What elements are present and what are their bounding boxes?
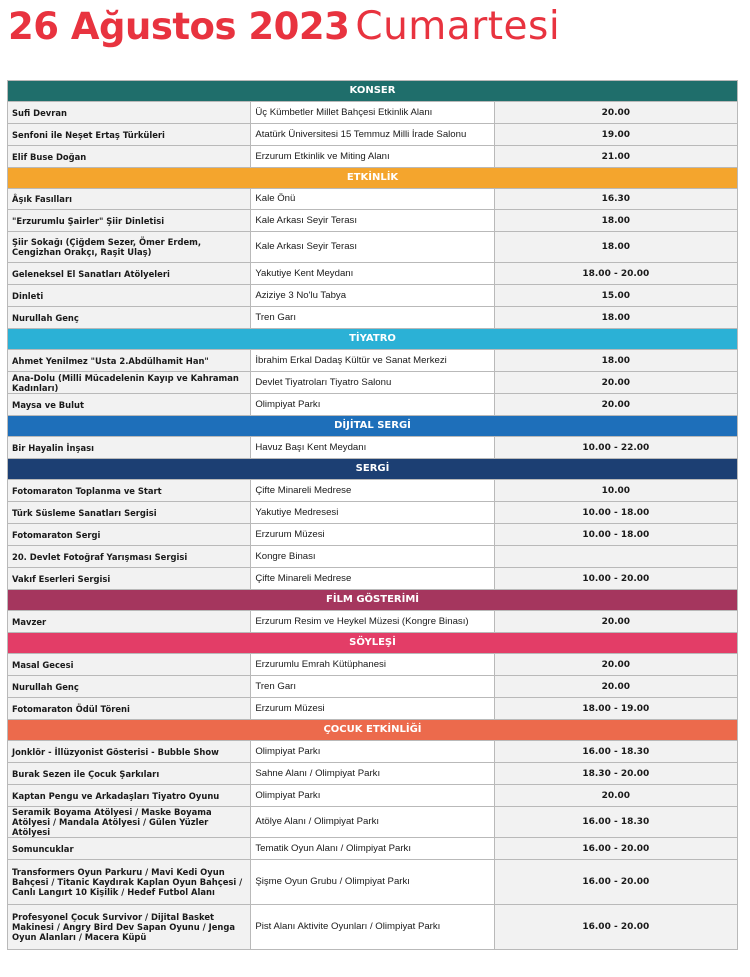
- event-time: 15.00: [494, 285, 737, 307]
- event-venue: Olimpiyat Parkı: [251, 741, 494, 763]
- section-header: [8, 329, 738, 350]
- event-time: 16.00 - 20.00: [494, 905, 737, 950]
- event-venue: Yakutiye Kent Meydanı: [251, 263, 494, 285]
- event-time: 16.00 - 18.30: [494, 741, 737, 763]
- table-row: [8, 263, 738, 285]
- table-row: [8, 905, 738, 950]
- table-row: [8, 210, 738, 232]
- event-name: Vakıf Eserleri Sergisi: [8, 568, 251, 590]
- event-venue: Tren Garı: [251, 307, 494, 329]
- event-venue: Sahne Alanı / Olimpiyat Parkı: [251, 763, 494, 785]
- event-venue: İbrahim Erkal Dadaş Kültür ve Sanat Merkezi: [251, 350, 494, 372]
- section-header: [8, 168, 738, 189]
- event-time: 16.30: [494, 189, 737, 210]
- event-name: Bir Hayalin İnşası: [8, 437, 251, 459]
- table-row: [8, 860, 738, 905]
- title-day: Cumartesi: [355, 4, 561, 49]
- table-row: [8, 437, 738, 459]
- event-name: Ana-Dolu (Milli Mücadelenin Kayıp ve Kahraman Kadınları): [8, 372, 251, 394]
- event-venue: Kale Arkası Seyir Terası: [251, 232, 494, 263]
- table-row: [8, 838, 738, 860]
- section-header: [8, 459, 738, 480]
- event-time: 10.00 - 20.00: [494, 568, 737, 590]
- event-name: Mavzer: [8, 611, 251, 633]
- table-row: [8, 350, 738, 372]
- page-title: [8, 4, 560, 54]
- section-title: TİYATRO: [8, 329, 738, 350]
- event-time: 20.00: [494, 785, 737, 807]
- table-row: [8, 568, 738, 590]
- table-row: [8, 102, 738, 124]
- table-row: [8, 502, 738, 524]
- event-time: 20.00: [494, 102, 737, 124]
- table-row: [8, 372, 738, 394]
- event-venue: Çifte Minareli Medrese: [251, 480, 494, 502]
- table-row: [8, 232, 738, 263]
- table-row: [8, 524, 738, 546]
- event-time: 19.00: [494, 124, 737, 146]
- table-row: [8, 189, 738, 210]
- event-time: 18.30 - 20.00: [494, 763, 737, 785]
- event-venue: Erzurum Etkinlik ve Miting Alanı: [251, 146, 494, 168]
- table-row: [8, 763, 738, 785]
- event-time: 18.00: [494, 307, 737, 329]
- table-row: [8, 307, 738, 329]
- event-name: Masal Gecesi: [8, 654, 251, 676]
- section-title: KONSER: [8, 81, 738, 102]
- event-time: 16.00 - 18.30: [494, 807, 737, 838]
- event-time: 18.00: [494, 232, 737, 263]
- section-title: ETKİNLİK: [8, 168, 738, 189]
- event-time: 20.00: [494, 654, 737, 676]
- section-title: ÇOCUK ETKİNLİĞİ: [8, 720, 738, 741]
- event-name: 20. Devlet Fotoğraf Yarışması Sergisi: [8, 546, 251, 568]
- event-name: Nurullah Genç: [8, 307, 251, 329]
- table-row: [8, 546, 738, 568]
- table-row: [8, 698, 738, 720]
- event-name: Ahmet Yenilmez "Usta 2.Abdülhamit Han": [8, 350, 251, 372]
- section-title: FİLM GÖSTERİMİ: [8, 590, 738, 611]
- event-name: Jonklör - İllüzyonist Gösterisi - Bubble Show: [8, 741, 251, 763]
- section-header: [8, 633, 738, 654]
- event-time: 18.00: [494, 350, 737, 372]
- schedule-body: [8, 81, 738, 950]
- section-header: [8, 720, 738, 741]
- event-time: 18.00 - 20.00: [494, 263, 737, 285]
- event-name: "Erzurumlu Şairler" Şiir Dinletisi: [8, 210, 251, 232]
- event-time: 16.00 - 20.00: [494, 860, 737, 905]
- event-venue: Devlet Tiyatroları Tiyatro Salonu: [251, 372, 494, 394]
- event-time: 10.00: [494, 480, 737, 502]
- event-time: 21.00: [494, 146, 737, 168]
- section-header: [8, 590, 738, 611]
- event-time: 20.00: [494, 394, 737, 416]
- table-row: [8, 285, 738, 307]
- event-name: Profesyonel Çocuk Survivor / Dijital Basket Makinesi / Angry Bird Dev Sapan Oyunu / Jenga Oyun Alanları / Macera Küpü: [8, 905, 251, 950]
- event-venue: Erzurum Resim ve Heykel Müzesi (Kongre Binası): [251, 611, 494, 633]
- section-header: [8, 81, 738, 102]
- event-name: Fotomaraton Sergi: [8, 524, 251, 546]
- event-time: 20.00: [494, 676, 737, 698]
- table-row: [8, 676, 738, 698]
- section-title: DİJİTAL SERGİ: [8, 416, 738, 437]
- event-venue: Atatürk Üniversitesi 15 Temmuz Milli İrade Salonu: [251, 124, 494, 146]
- event-name: Nurullah Genç: [8, 676, 251, 698]
- event-venue: Üç Kümbetler Millet Bahçesi Etkinlik Alanı: [251, 102, 494, 124]
- event-venue: Atölye Alanı / Olimpiyat Parkı: [251, 807, 494, 838]
- event-name: Maysa ve Bulut: [8, 394, 251, 416]
- event-name: Somuncuklar: [8, 838, 251, 860]
- section-title: SÖYLEŞİ: [8, 633, 738, 654]
- event-name: Kaptan Pengu ve Arkadaşları Tiyatro Oyunu: [8, 785, 251, 807]
- event-venue: Pist Alanı Aktivite Oyunları / Olimpiyat Parkı: [251, 905, 494, 950]
- event-venue: Yakutiye Medresesi: [251, 502, 494, 524]
- table-row: [8, 611, 738, 633]
- event-venue: Olimpiyat Parkı: [251, 785, 494, 807]
- event-time: 10.00 - 22.00: [494, 437, 737, 459]
- event-name: Transformers Oyun Parkuru / Mavi Kedi Oyun Bahçesi / Titanic Kaydırak Kaplan Oyun Bahçesi / Canlı Langırt 10 Kişilik / Hedef Futbol Alanı: [8, 860, 251, 905]
- table-row: [8, 654, 738, 676]
- table-row: [8, 394, 738, 416]
- event-time: 18.00: [494, 210, 737, 232]
- event-time: 18.00 - 19.00: [494, 698, 737, 720]
- table-row: [8, 124, 738, 146]
- table-row: [8, 785, 738, 807]
- event-name: Fotomaraton Ödül Töreni: [8, 698, 251, 720]
- event-venue: Kongre Binası: [251, 546, 494, 568]
- event-name: Sufi Devran: [8, 102, 251, 124]
- event-name: Senfoni ile Neşet Ertaş Türküleri: [8, 124, 251, 146]
- event-time: 16.00 - 20.00: [494, 838, 737, 860]
- event-time: [494, 546, 737, 568]
- section-header: [8, 416, 738, 437]
- event-venue: Şişme Oyun Grubu / Olimpiyat Parkı: [251, 860, 494, 905]
- event-time: 20.00: [494, 372, 737, 394]
- event-name: Dinleti: [8, 285, 251, 307]
- table-row: [8, 146, 738, 168]
- event-name: Seramik Boyama Atölyesi / Maske Boyama Atölyesi / Mandala Atölyesi / Gülen Yüzler Atölyesi: [8, 807, 251, 838]
- table-row: [8, 741, 738, 763]
- event-name: Âşık Fasılları: [8, 189, 251, 210]
- event-venue: Erzurumlu Emrah Kütüphanesi: [251, 654, 494, 676]
- event-venue: Kale Önü: [251, 189, 494, 210]
- section-title: SERGİ: [8, 459, 738, 480]
- event-venue: Kale Arkası Seyir Terası: [251, 210, 494, 232]
- event-name: Fotomaraton Toplanma ve Start: [8, 480, 251, 502]
- event-venue: Erzurum Müzesi: [251, 524, 494, 546]
- event-venue: Tren Garı: [251, 676, 494, 698]
- event-name: Elif Buse Doğan: [8, 146, 251, 168]
- event-venue: Çifte Minareli Medrese: [251, 568, 494, 590]
- schedule-table: [7, 80, 738, 950]
- event-name: Şiir Sokağı (Çiğdem Sezer, Ömer Erdem, Cengizhan Orakçı, Raşit Ulaş): [8, 232, 251, 263]
- table-row: [8, 480, 738, 502]
- event-name: Burak Sezen ile Çocuk Şarkıları: [8, 763, 251, 785]
- event-venue: Aziziye 3 No'lu Tabya: [251, 285, 494, 307]
- event-venue: Olimpiyat Parkı: [251, 394, 494, 416]
- table-row: [8, 807, 738, 838]
- event-time: 10.00 - 18.00: [494, 524, 737, 546]
- event-venue: Havuz Başı Kent Meydanı: [251, 437, 494, 459]
- event-time: 10.00 - 18.00: [494, 502, 737, 524]
- event-venue: Tematik Oyun Alanı / Olimpiyat Parkı: [251, 838, 494, 860]
- event-time: 20.00: [494, 611, 737, 633]
- event-venue: Erzurum Müzesi: [251, 698, 494, 720]
- title-date: 26 Ağustos 2023: [8, 5, 350, 48]
- event-name: Geleneksel El Sanatları Atölyeleri: [8, 263, 251, 285]
- event-name: Türk Süsleme Sanatları Sergisi: [8, 502, 251, 524]
